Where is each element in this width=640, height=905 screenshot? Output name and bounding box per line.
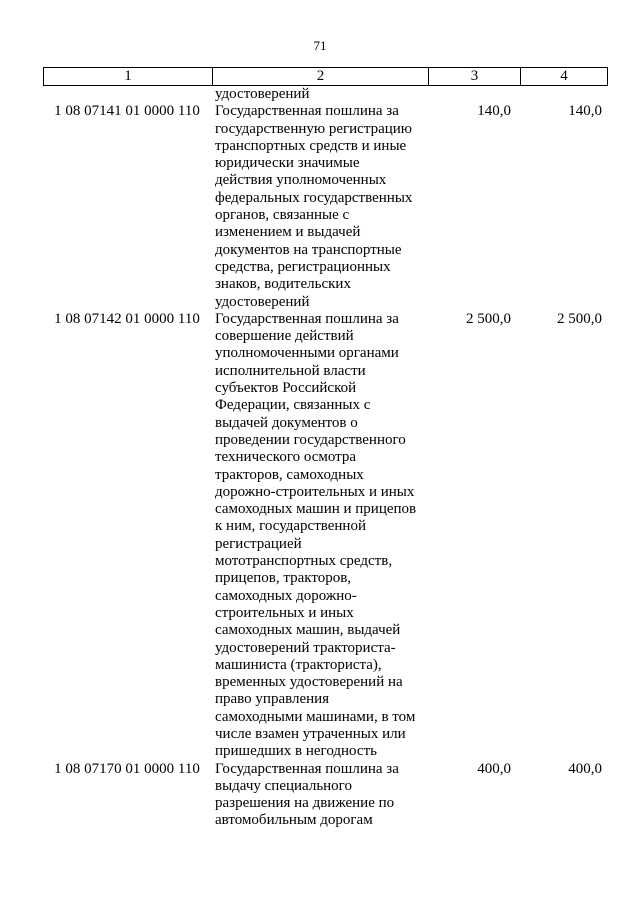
description-line: Государственная пошлина за: [215, 103, 399, 120]
description-line: регистрацией: [215, 535, 302, 552]
amount-column-4: 2 500,0: [557, 310, 602, 327]
description-line: самоходных машин, выдачей: [215, 622, 401, 639]
amount-column-3: 2 500,0: [466, 310, 511, 327]
description-line: выдачу специального: [215, 777, 352, 794]
description-line: Государственная пошлина за: [215, 760, 399, 777]
description-line: изменением и выдачей: [215, 224, 361, 241]
budget-code: 1 08 07142 01 0000 110: [54, 310, 200, 327]
table-header-cell: 3: [428, 68, 520, 85]
table-header-cell: 4: [520, 68, 607, 85]
description-line: выдачей документов о: [215, 414, 358, 431]
description-line: Государственная пошлина за: [215, 310, 399, 327]
description-line: средства, регистрационных: [215, 258, 391, 275]
description-line: совершение действий: [215, 328, 354, 345]
table-row-continuation: [43, 86, 608, 103]
description-line: юридически значимые: [215, 155, 360, 172]
description-line: строительных и иных: [215, 604, 354, 621]
table-row: [43, 311, 608, 761]
table-body: [43, 86, 608, 830]
budget-code: 1 08 07170 01 0000 110: [54, 760, 200, 777]
description-line: федеральных государственных: [215, 189, 413, 206]
description-line: автомобильным дорогам: [215, 812, 373, 829]
amount-column-4: 140,0: [568, 103, 602, 120]
description-line: субъектов Российской: [215, 380, 357, 397]
description-line: самоходными машинами, в том: [215, 708, 416, 725]
description-line: государственную регистрацию: [215, 120, 412, 137]
description-line: право управления: [215, 691, 330, 708]
description-line: удостоверений: [215, 293, 310, 310]
table-row: [43, 103, 608, 311]
description-line: транспортных средств и иные: [215, 137, 407, 154]
description-line: действия уполномоченных: [215, 172, 387, 189]
description-line: самоходных дорожно-: [215, 587, 357, 604]
description-line: проведении государственного: [215, 431, 406, 448]
continuation-text: удостоверений: [215, 86, 310, 102]
description-line: прицепов, тракторов,: [215, 570, 352, 587]
table-header-row: [43, 67, 608, 86]
income-description: [211, 311, 427, 761]
description-line: уполномоченными органами: [215, 345, 399, 362]
description-line: знаков, водительских: [215, 276, 351, 293]
description-line: Федерации, связанных с: [215, 397, 371, 414]
description-line: органов, связанные с: [215, 207, 350, 224]
income-description: [211, 103, 427, 311]
table-row: [43, 761, 608, 830]
description-line: самоходных машин и прицепов: [215, 501, 417, 518]
description-line: пришедших в негодность: [215, 743, 377, 760]
description-line: разрешения на движение по: [215, 795, 395, 812]
description-line: числе взамен утраченных или: [215, 725, 406, 742]
description-line: машиниста (тракториста),: [215, 656, 382, 673]
budget-code: 1 08 07141 01 0000 110: [54, 103, 200, 120]
description-line: временных удостоверений на: [215, 674, 403, 691]
description-line: мототранспортных средств,: [215, 553, 393, 570]
amount-column-3: 140,0: [477, 103, 511, 120]
description-line: исполнительной власти: [215, 362, 366, 379]
table-header-cell: 1: [124, 68, 132, 84]
amount-column-4: 400,0: [568, 760, 602, 777]
page-number: 71: [313, 38, 327, 53]
description-line: тракторов, самоходных: [215, 466, 364, 483]
income-description: [211, 761, 427, 830]
description-line: дорожно-строительных и иных: [215, 483, 415, 500]
description-line: удостоверений тракториста-: [215, 639, 396, 656]
description-line: технического осмотра: [215, 449, 357, 466]
description-line: документов на транспортные: [215, 241, 402, 258]
description-line: к ним, государственной: [215, 518, 366, 535]
table-header-cell: 2: [212, 68, 428, 85]
amount-column-3: 400,0: [477, 760, 511, 777]
